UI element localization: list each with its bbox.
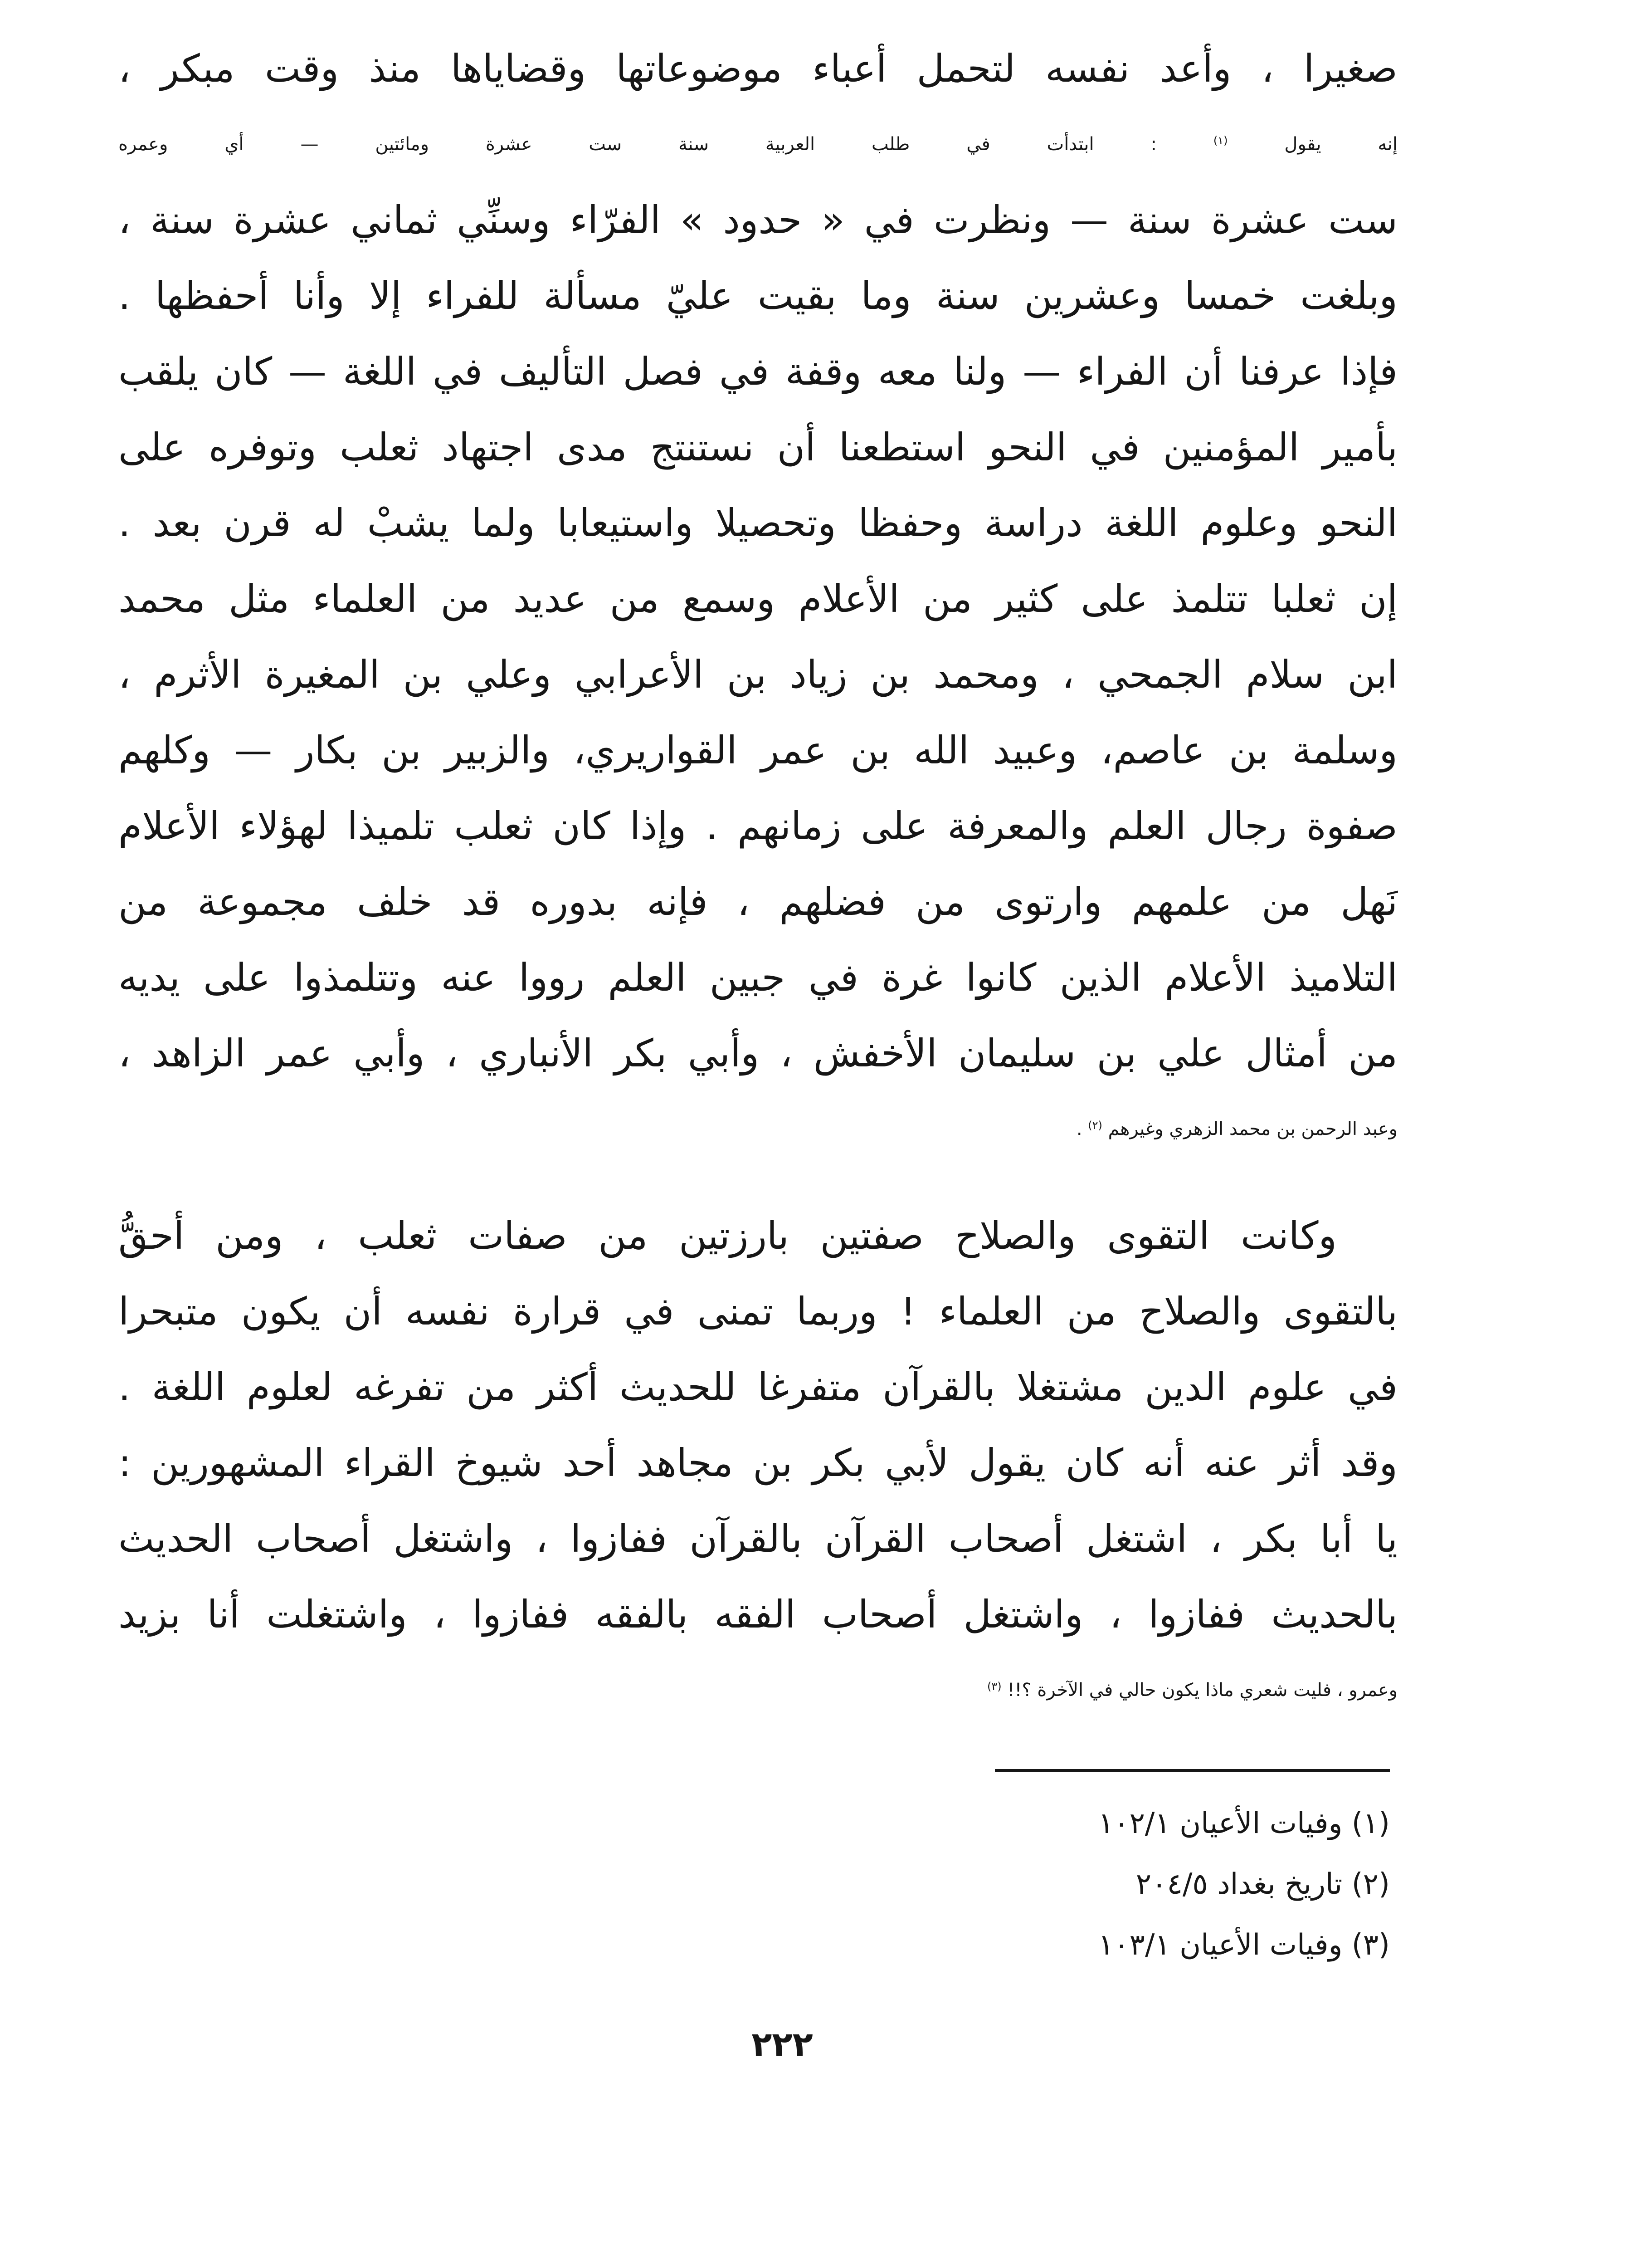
- footnote-separator: [995, 1769, 1390, 1772]
- line-text: .: [1076, 1119, 1082, 1139]
- text-line: يا أبا بكر ، اشتغل أصحاب القرآن بالقرآن ففازوا ، واشتغل أصحاب الحديث: [118, 1516, 1398, 1561]
- text-line: التلاميذ الأعلام الذين كانوا غرة في جبين العلم رووا عنه وتتلمذوا على يديه: [118, 955, 1398, 1000]
- text-line: ست عشرة سنة — ونظرت في « حدود » الفرّاء وسنِّي ثماني عشرة سنة ،: [118, 198, 1398, 242]
- footnote-ref-3: (٣): [987, 1680, 1002, 1693]
- line-text: : ابتدأت في طلب العربية سنة ست عشرة ومائتين — أي وعمره: [118, 134, 1157, 155]
- text-line: ابن سلام الجمحي ، ومحمد بن زياد بن الأعرابي وعلي بن المغيرة الأثرم ،: [118, 652, 1398, 697]
- text-line: إن ثعلبا تتلمذ على كثير من الأعلام وسمع من عديد من العلماء مثل محمد: [118, 577, 1398, 621]
- footnotes: [755, 1793, 1390, 1975]
- text-line: وكانت التقوى والصلاح صفتين بارزتين من صفات ثعلب ، ومن أحقُّ: [118, 1213, 1337, 1258]
- text-line: [118, 107, 1398, 182]
- footnote-3: (٣) وفيات الأعيان ١٠٣/١: [1098, 1928, 1390, 1962]
- text-line: بالتقوى والصلاح من العلماء ! وربما تمنى في قرارة نفسه أن يكون متبحرا: [118, 1289, 1398, 1334]
- text-line: من أمثال علي بن سليمان الأخفش ، وأبي بكر الأنباري ، وأبي عمر الزاهد ،: [118, 1031, 1398, 1075]
- text-line: وقد أثر عنه أنه كان يقول لأبي بكر بن مجاهد أحد شيوخ القراء المشهورين :: [118, 1441, 1398, 1485]
- text-line: في علوم الدين مشتغلا بالقرآن متفرغا للحديث أكثر من تفرغه لعلوم اللغة .: [118, 1365, 1398, 1409]
- text-line: [118, 1091, 1398, 1167]
- text-line: وسلمة بن عاصم، وعبيد الله بن عمر القواريري، والزبير بن بكار — وكلهم: [118, 728, 1398, 772]
- line-text: إنه يقول: [1284, 134, 1398, 155]
- text-line: بأمير المؤمنين في النحو استطعنا أن نستنتج مدى اجتهاد ثعلب وتوفره على: [118, 425, 1398, 469]
- text-line: وبلغت خمسا وعشرين سنة وما بقيت عليّ مسألة للفراء إلا وأنا أحفظها .: [118, 274, 1398, 318]
- text-line: النحو وعلوم اللغة دراسة وحفظا وتحصيلا واستيعابا ولما يشبْ له قرن بعد .: [118, 501, 1398, 545]
- text-line: صغيرا ، وأعد نفسه لتحمل أعباء موضوعاتها وقضاياها منذ وقت مبكر ،: [118, 46, 1398, 91]
- text-line: بالحديث ففازوا ، واشتغل أصحاب الفقه بالفقه ففازوا ، واشتغلت أنا بزيد: [118, 1592, 1398, 1637]
- text-line: نَهل من علمهم وارتوى من فضلهم ، فإنه بدوره قد خلف مجموعة من: [118, 880, 1398, 924]
- footnote-ref-2: (٢): [1088, 1119, 1102, 1132]
- page-number: ٢٢٢: [751, 2025, 813, 2064]
- line-text: وعمرو ، فليت شعري ماذا يكون حالي في الآخرة ؟!!: [1007, 1680, 1398, 1701]
- paragraph-1: [118, 31, 1398, 1167]
- line-text: وعبد الرحمن بن محمد الزهري وغيرهم: [1108, 1119, 1398, 1139]
- footnote-ref-1: (١): [1213, 134, 1228, 147]
- text-line: صفوة رجال العلم والمعرفة على زمانهم . وإذا كان ثعلب تلميذا لهؤلاء الأعلام: [118, 804, 1398, 848]
- footnote-1: (١) وفيات الأعيان ١٠٢/١: [1098, 1807, 1390, 1840]
- text-line: [118, 1652, 1398, 1728]
- text-line: فإذا عرفنا أن الفراء — ولنا معه وقفة في فصل التأليف في اللغة — كان يلقب: [118, 349, 1398, 394]
- paragraph-2: [118, 1198, 1398, 1728]
- footnote-2: (٢) تاريخ بغداد ٢٠٤/٥: [1135, 1867, 1390, 1901]
